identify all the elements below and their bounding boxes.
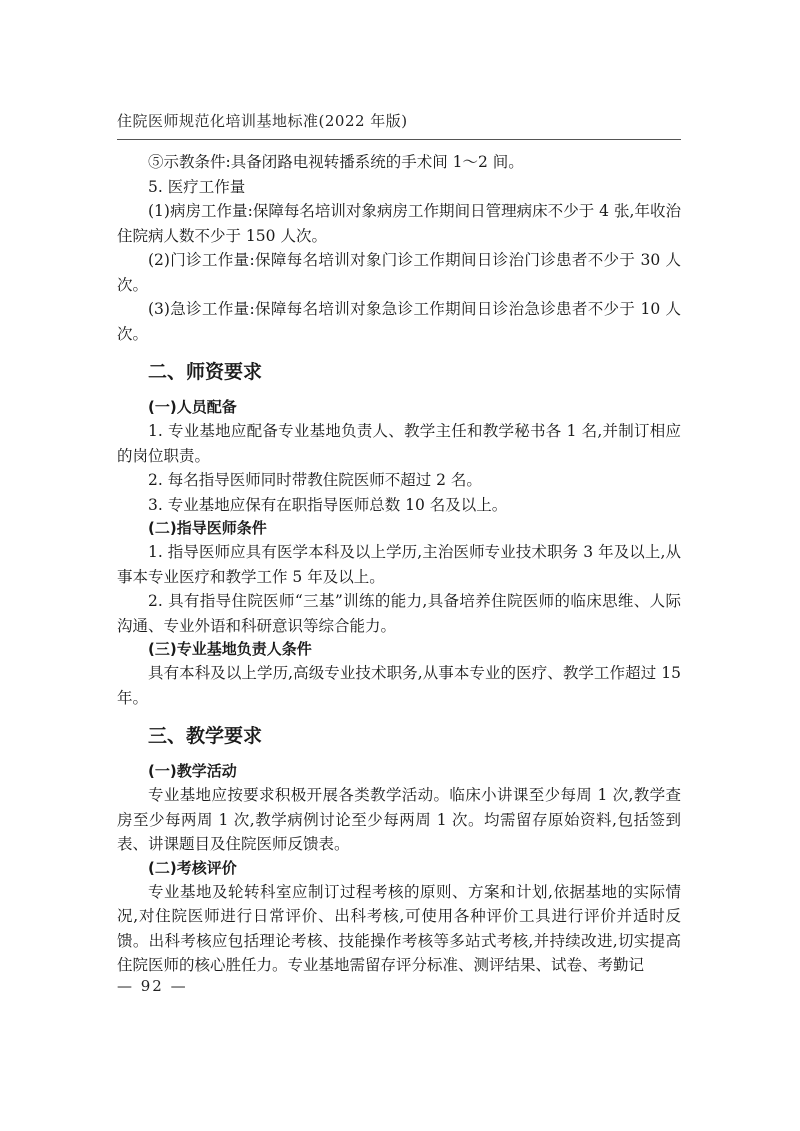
subsection-heading: (一)教学活动 bbox=[148, 762, 237, 780]
subsection-heading: (三)专业基地负责人条件 bbox=[148, 640, 312, 658]
paragraph: 2. 每名指导医师同时带教住院医师不超过 2 名。 bbox=[148, 471, 482, 489]
running-header: 住院医师规范化培训基地标准(2022 年版) bbox=[117, 112, 408, 130]
page-number: — 92 — bbox=[117, 977, 188, 995]
page-body bbox=[117, 150, 681, 978]
paragraph: 专业基地及轮转科室应制订过程考核的原则、方案和计划,依据基地的实际情况,对住院医师进行日常评价、出科考核,可使用各种评价工具进行评价并适时反馈。出科考核应包括理论考核、技能操作考核等多站式考核,并持续改进,切实提高住院医师的核心胜任力。专业基地需留存评分标准、测评结果、试卷、考勤记 bbox=[117, 882, 681, 974]
paragraph: 1. 指导医师应具有医学本科及以上学历,主治医师专业技术职务 3 年及以上,从事本专业医疗和教学工作 5 年及以上。 bbox=[117, 543, 681, 586]
paragraph: 2. 具有指导住院医师“三基”训练的能力,具备培养住院医师的临床思维、人际沟通、专业外语和科研意识等综合能力。 bbox=[117, 592, 681, 635]
section-heading: 二、师资要求 bbox=[148, 361, 263, 383]
paragraph: 1. 专业基地应配备专业基地负责人、教学主任和教学秘书各 1 名,并制订相应的岗位职责。 bbox=[117, 422, 681, 465]
paragraph: ⑤示教条件:具备闭路电视转播系统的手术间 1～2 间。 bbox=[148, 153, 524, 171]
paragraph: (3)急诊工作量:保障每名培训对象急诊工作期间日诊治急诊患者不少于 10 人次。 bbox=[117, 300, 681, 343]
paragraph: 具有本科及以上学历,高级专业技术职务,从事本专业的医疗、教学工作超过 15 年。 bbox=[117, 664, 681, 707]
paragraph: 专业基地应按要求积极开展各类教学活动。临床小讲课至少每周 1 次,教学查房至少每两周 1 次,教学病例讨论至少每两周 1 次。均需留存原始资料,包括签到表、讲课题目及住院医师反馈表。 bbox=[117, 786, 681, 853]
paragraph: (2)门诊工作量:保障每名培训对象门诊工作期间日诊治门诊患者不少于 30 人次。 bbox=[117, 251, 681, 294]
paragraph: 5. 医疗工作量 bbox=[148, 177, 246, 196]
subsection-heading: (一)人员配备 bbox=[148, 398, 237, 416]
paragraph: (1)病房工作量:保障每名培训对象病房工作期间日管理病床不少于 4 张,年收治住院病人数不少于 150 人次。 bbox=[117, 202, 681, 245]
section-heading: 三、教学要求 bbox=[148, 725, 263, 747]
header-rule bbox=[117, 139, 681, 140]
subsection-heading: (二)考核评价 bbox=[148, 858, 237, 877]
paragraph: 3. 专业基地应保有在职指导医师总数 10 名及以上。 bbox=[148, 495, 508, 514]
subsection-heading: (二)指导医师条件 bbox=[148, 519, 267, 537]
